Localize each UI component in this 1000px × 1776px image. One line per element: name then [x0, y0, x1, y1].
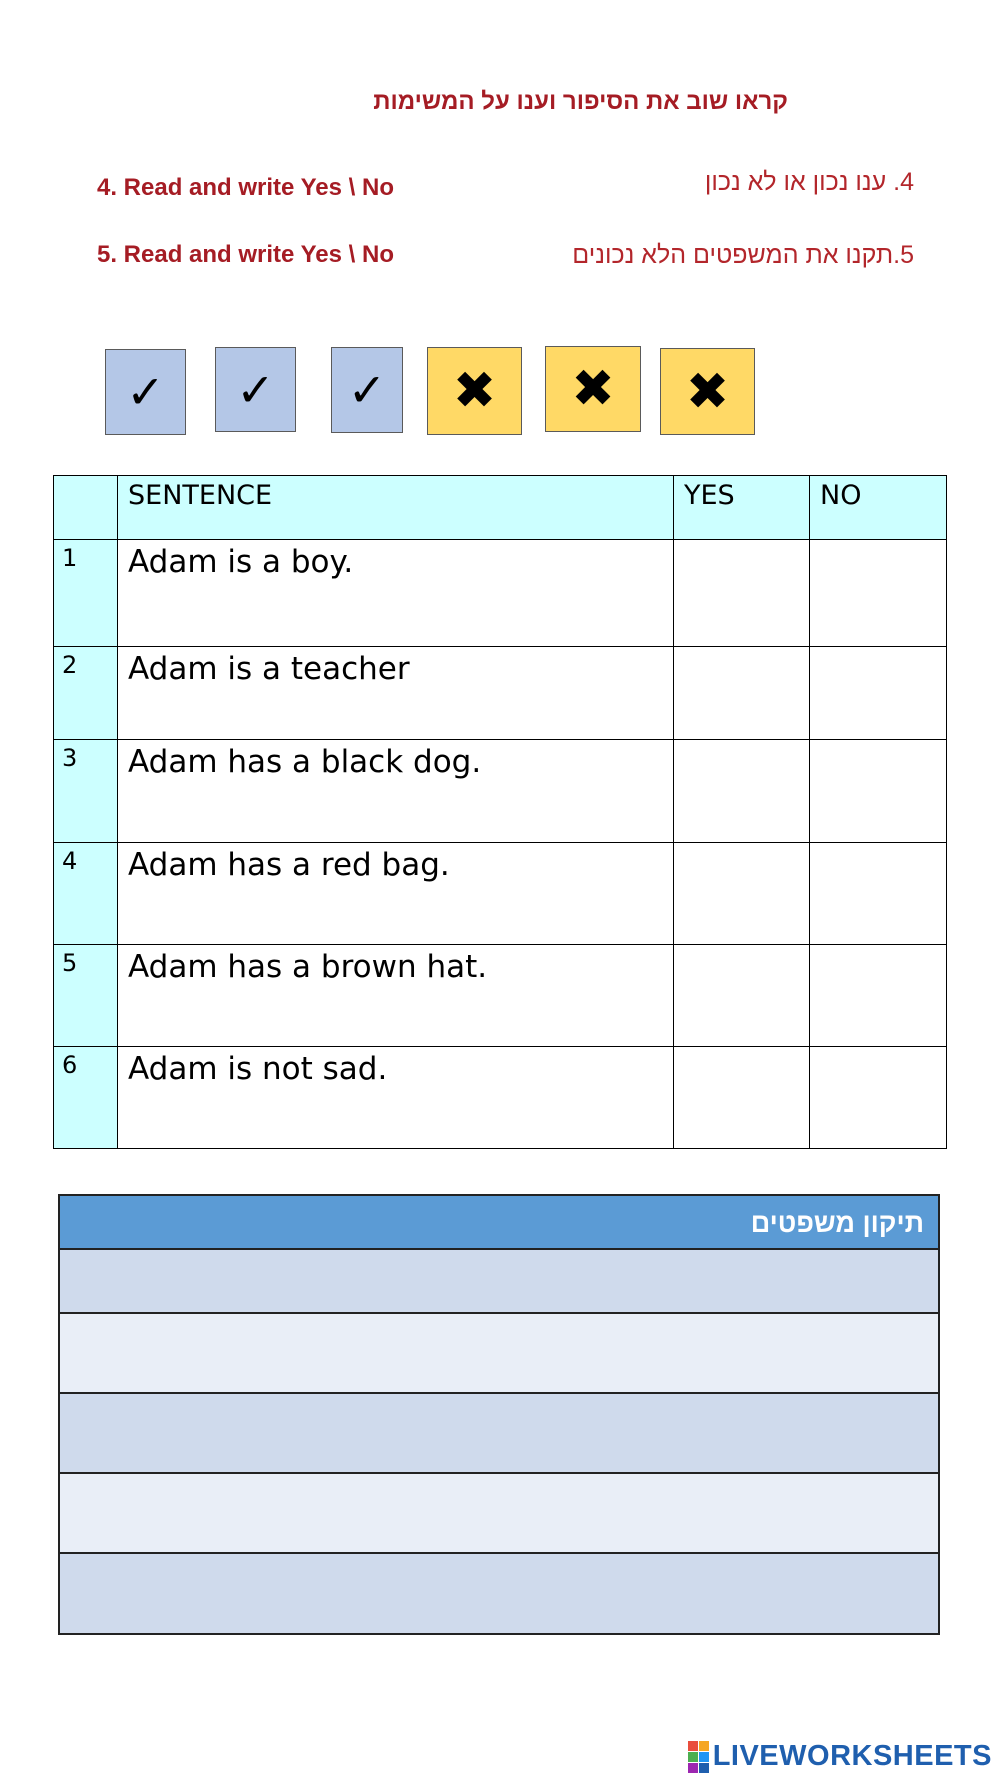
yes-drop-cell[interactable] — [674, 647, 810, 740]
instruction-4-hebrew: 4. ענו נכון או לא נכון — [704, 168, 914, 196]
yes-drop-cell[interactable] — [674, 1047, 810, 1149]
correction-input-row[interactable] — [60, 1554, 938, 1633]
row-number: 3 — [54, 740, 118, 843]
yes-drop-cell[interactable] — [674, 843, 810, 945]
row-number: 1 — [54, 540, 118, 647]
header-num — [54, 476, 118, 540]
correction-input-row[interactable] — [60, 1394, 938, 1474]
sentence-cell: Adam has a brown hat. — [118, 945, 674, 1047]
logo-mark-icon — [688, 1741, 709, 1773]
cross-icon: ✖ — [571, 359, 615, 419]
logo-text: LIVEWORKSHEETS — [712, 1740, 992, 1772]
yes-drop-cell[interactable] — [674, 540, 810, 647]
table-header-row — [54, 476, 947, 540]
correction-input-row[interactable] — [60, 1314, 938, 1394]
cross-icon: ✖ — [685, 361, 730, 422]
yes-no-table — [53, 475, 947, 1149]
header-yes: YES — [674, 476, 810, 540]
no-answer-tile[interactable] — [545, 346, 641, 432]
yes-answer-tile[interactable] — [105, 349, 186, 435]
table-row — [54, 540, 947, 647]
correction-input-row[interactable] — [60, 1250, 938, 1314]
no-drop-cell[interactable] — [810, 740, 947, 843]
cross-icon: ✖ — [452, 361, 497, 421]
table-row — [54, 843, 947, 945]
yes-answer-tile[interactable] — [331, 347, 403, 433]
sentence-cell: Adam is not sad. — [118, 1047, 674, 1149]
no-drop-cell[interactable] — [810, 647, 947, 740]
sentence-cell: Adam is a boy. — [118, 540, 674, 647]
check-icon: ✓ — [126, 365, 165, 419]
no-drop-cell[interactable] — [810, 540, 947, 647]
table-row — [54, 740, 947, 843]
row-number: 2 — [54, 647, 118, 740]
sentence-cell: Adam is a teacher — [118, 647, 674, 740]
table-row — [54, 1047, 947, 1149]
no-drop-cell[interactable] — [810, 945, 947, 1047]
yes-drop-cell[interactable] — [674, 740, 810, 843]
sentence-cell: Adam has a black dog. — [118, 740, 674, 843]
correction-input-row[interactable] — [60, 1474, 938, 1554]
row-number: 6 — [54, 1047, 118, 1149]
check-icon: ✓ — [236, 362, 275, 417]
corrections-title: תיקון משפטים — [60, 1196, 938, 1250]
instruction-4-english: 4. Read and write Yes \ No — [97, 174, 394, 201]
no-answer-tile[interactable] — [427, 347, 522, 435]
instruction-5-hebrew: 5.תקנו את המשפטים הלא נכונים — [572, 241, 914, 269]
table-row — [54, 647, 947, 740]
check-icon: ✓ — [347, 363, 387, 417]
corrections-table — [58, 1194, 940, 1635]
row-number: 4 — [54, 843, 118, 945]
header-sentence: SENTENCE — [118, 476, 674, 540]
yes-drop-cell[interactable] — [674, 945, 810, 1047]
page-title: קראו שוב את הסיפור וענו על המשימות — [373, 88, 788, 115]
instruction-5-english: 5. Read and write Yes \ No — [97, 241, 394, 268]
no-drop-cell[interactable] — [810, 1047, 947, 1149]
row-number: 5 — [54, 945, 118, 1047]
sentence-cell: Adam has a red bag. — [118, 843, 674, 945]
liveworksheets-logo — [688, 1740, 992, 1773]
no-answer-tile[interactable] — [660, 348, 755, 435]
table-row — [54, 945, 947, 1047]
header-no: NO — [810, 476, 947, 540]
yes-answer-tile[interactable] — [215, 347, 296, 432]
no-drop-cell[interactable] — [810, 843, 947, 945]
